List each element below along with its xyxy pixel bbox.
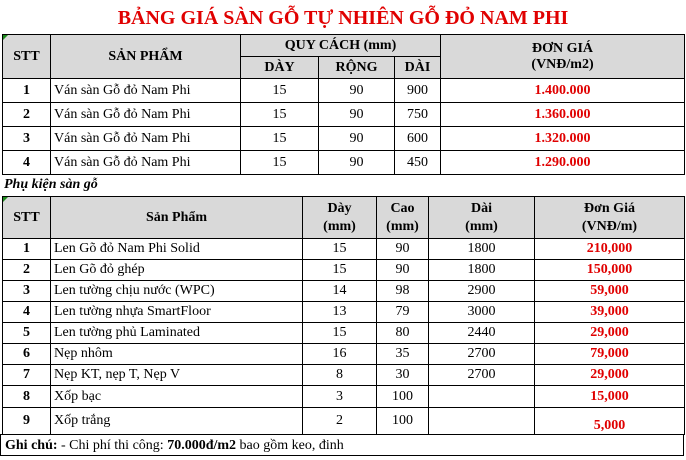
table-row xyxy=(3,323,685,344)
row-stt: 2 xyxy=(3,260,51,281)
row-length: 750 xyxy=(395,103,441,127)
row-height: 100 xyxy=(377,386,429,408)
table-row xyxy=(3,239,685,260)
row-height: 100 xyxy=(377,408,429,435)
row-length: 900 xyxy=(395,79,441,103)
row-width: 90 xyxy=(319,127,395,151)
row-length xyxy=(429,386,535,408)
row-stt: 3 xyxy=(3,127,51,151)
cell-corner-mark xyxy=(3,35,8,40)
table-row xyxy=(3,103,685,127)
note-text-after: bao gồm keo, đinh xyxy=(236,438,344,453)
row-height: 79 xyxy=(377,302,429,323)
row-height: 90 xyxy=(377,239,429,260)
row-length: 2440 xyxy=(429,323,535,344)
row-price: 150,000 xyxy=(535,260,685,281)
note-amount: 70.000đ/m2 xyxy=(167,438,237,453)
header-stt: STT xyxy=(3,197,51,239)
row-price: 29,000 xyxy=(535,323,685,344)
row-stt: 5 xyxy=(3,323,51,344)
table-row xyxy=(3,260,685,281)
row-length: 600 xyxy=(395,127,441,151)
row-length: 1800 xyxy=(429,260,535,281)
row-length: 2900 xyxy=(429,281,535,302)
table-row xyxy=(3,302,685,323)
row-stt: 8 xyxy=(3,386,51,408)
row-product-name: Len tường nhựa SmartFloor xyxy=(51,302,303,323)
row-length: 2700 xyxy=(429,365,535,386)
row-price: 1.360.000 xyxy=(441,103,685,127)
row-height: 80 xyxy=(377,323,429,344)
header-stt: STT xyxy=(3,35,51,79)
row-thickness: 14 xyxy=(303,281,377,302)
header-length: DÀI xyxy=(395,57,441,79)
accessory-price-table xyxy=(2,196,685,435)
header-price: ĐƠN GIÁ (VNĐ/m2) xyxy=(441,35,685,79)
row-height: 98 xyxy=(377,281,429,302)
row-length: 3000 xyxy=(429,302,535,323)
row-price: 210,000 xyxy=(535,239,685,260)
row-price: 1.400.000 xyxy=(441,79,685,103)
row-thickness: 15 xyxy=(241,79,319,103)
row-thickness: 2 xyxy=(303,408,377,435)
row-product-name: Len Gõ đỏ Nam Phi Solid xyxy=(51,239,303,260)
table-row xyxy=(3,386,685,408)
row-product-name: Ván sàn Gỗ đỏ Nam Phi xyxy=(51,79,241,103)
note-label: Ghi chú: xyxy=(5,438,58,453)
row-stt: 9 xyxy=(3,408,51,435)
row-thickness: 15 xyxy=(303,239,377,260)
header-spec: QUY CÁCH (mm) xyxy=(241,35,441,57)
row-product-name: Len tường phủ Laminated xyxy=(51,323,303,344)
row-height: 30 xyxy=(377,365,429,386)
row-price: 5,000 xyxy=(535,408,685,435)
row-stt: 1 xyxy=(3,239,51,260)
row-thickness: 15 xyxy=(303,323,377,344)
row-height: 35 xyxy=(377,344,429,365)
row-stt: 2 xyxy=(3,103,51,127)
row-price: 1.290.000 xyxy=(441,151,685,175)
note-text-before: - Chi phí thi công: xyxy=(57,438,168,453)
row-length: 1800 xyxy=(429,239,535,260)
row-price: 29,000 xyxy=(535,365,685,386)
row-price: 59,000 xyxy=(535,281,685,302)
row-product-name: Nẹp KT, nẹp T, Nẹp V xyxy=(51,365,303,386)
table-row xyxy=(3,408,685,435)
row-width: 90 xyxy=(319,103,395,127)
row-product-name: Len tường chịu nước (WPC) xyxy=(51,281,303,302)
row-thickness: 13 xyxy=(303,302,377,323)
header-thickness: DÀY xyxy=(241,57,319,79)
row-stt: 4 xyxy=(3,302,51,323)
row-thickness: 15 xyxy=(241,151,319,175)
header-product: Sản Phẩm xyxy=(51,197,303,239)
row-product-name: Ván sàn Gỗ đỏ Nam Phi xyxy=(51,103,241,127)
row-product-name: Nẹp nhôm xyxy=(51,344,303,365)
row-thickness: 15 xyxy=(241,103,319,127)
floor-price-table xyxy=(2,34,685,175)
page-title: BẢNG GIÁ SÀN GỖ TỰ NHIÊN GỖ ĐỎ NAM PHI xyxy=(117,7,569,29)
header-height: Cao (mm) xyxy=(377,197,429,239)
section-title: Phụ kiện sàn gỗ xyxy=(4,177,98,192)
table-row xyxy=(3,151,685,175)
header-length: Dài (mm) xyxy=(429,197,535,239)
row-height: 90 xyxy=(377,260,429,281)
row-price: 79,000 xyxy=(535,344,685,365)
row-length: 2700 xyxy=(429,344,535,365)
row-price: 15,000 xyxy=(535,386,685,408)
cell-corner-mark xyxy=(3,197,8,202)
row-width: 90 xyxy=(319,79,395,103)
header-product: SẢN PHẨM xyxy=(51,35,241,79)
row-length: 450 xyxy=(395,151,441,175)
row-product-name: Xốp bạc xyxy=(51,386,303,408)
row-product-name: Xốp trắng xyxy=(51,408,303,435)
row-product-name: Ván sàn Gỗ đỏ Nam Phi xyxy=(51,127,241,151)
row-stt: 3 xyxy=(3,281,51,302)
table-row xyxy=(3,344,685,365)
row-thickness: 15 xyxy=(241,127,319,151)
table-row xyxy=(3,127,685,151)
row-stt: 7 xyxy=(3,365,51,386)
row-stt: 6 xyxy=(3,344,51,365)
header-thickness: Dày (mm) xyxy=(303,197,377,239)
row-thickness: 3 xyxy=(303,386,377,408)
row-length xyxy=(429,408,535,435)
row-product-name: Ván sàn Gỗ đỏ Nam Phi xyxy=(51,151,241,175)
row-width: 90 xyxy=(319,151,395,175)
table-row xyxy=(3,365,685,386)
row-thickness: 8 xyxy=(303,365,377,386)
row-product-name: Len Gõ đỏ ghép xyxy=(51,260,303,281)
footer-note xyxy=(0,434,684,456)
row-price: 39,000 xyxy=(535,302,685,323)
table-row xyxy=(3,79,685,103)
row-thickness: 15 xyxy=(303,260,377,281)
header-price: Đơn Giá (VNĐ/m) xyxy=(535,197,685,239)
header-width: RỘNG xyxy=(319,57,395,79)
row-stt: 4 xyxy=(3,151,51,175)
row-price: 1.320.000 xyxy=(441,127,685,151)
row-thickness: 16 xyxy=(303,344,377,365)
row-stt: 1 xyxy=(3,79,51,103)
table-row xyxy=(3,281,685,302)
